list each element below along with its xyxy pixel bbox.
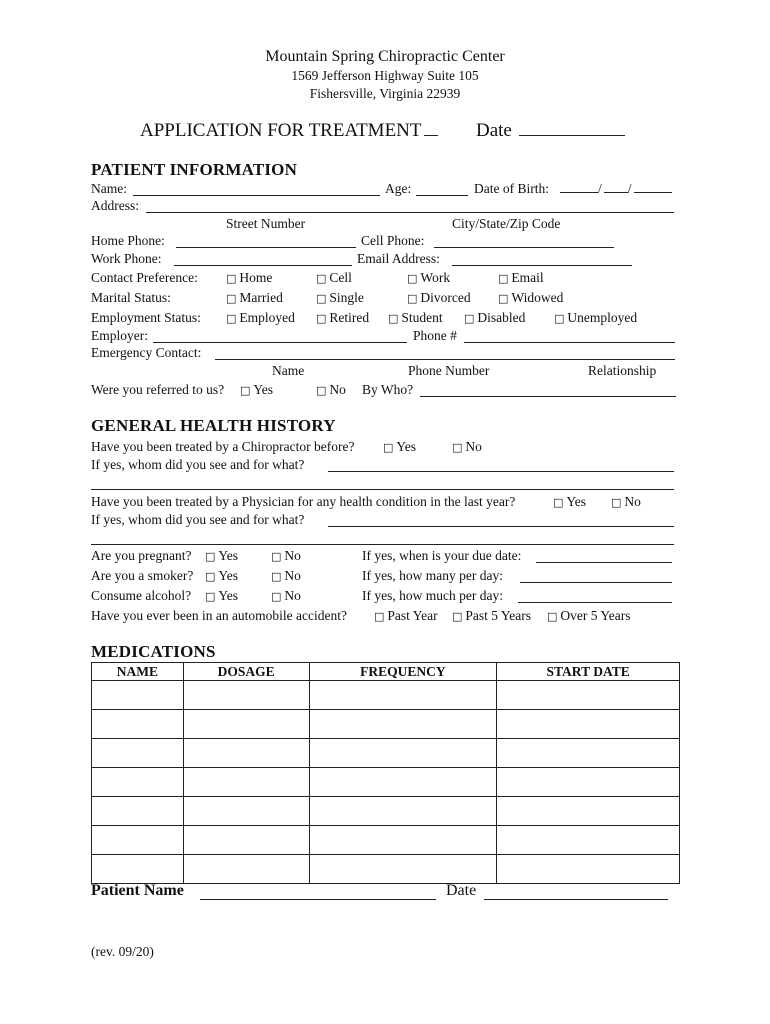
due-date-field[interactable] <box>536 562 672 563</box>
table-cell[interactable] <box>497 710 680 739</box>
table-cell[interactable] <box>92 826 184 855</box>
health-heading: GENERAL HEALTH HISTORY <box>91 416 336 435</box>
checkbox-icon[interactable]: □ <box>383 441 394 454</box>
ec-phone-caption: Phone Number <box>408 363 490 378</box>
smoker-no-option[interactable]: □ No <box>271 568 301 583</box>
checkbox-icon[interactable]: □ <box>226 292 237 305</box>
chiro-no-option[interactable]: □ No <box>452 439 482 454</box>
table-cell[interactable] <box>92 797 184 826</box>
column-header-name: NAME <box>92 663 184 681</box>
table-cell[interactable] <box>92 855 184 884</box>
marital-divorced-option[interactable]: □ Divorced <box>407 290 471 305</box>
checkbox-icon[interactable]: □ <box>464 312 475 325</box>
employer-field[interactable] <box>153 342 407 343</box>
checkbox-icon[interactable]: □ <box>553 496 564 509</box>
table-row <box>92 710 680 739</box>
checkbox-icon[interactable]: □ <box>226 272 237 285</box>
table-cell[interactable] <box>309 797 497 826</box>
accident-over-5-years-option[interactable]: □ Over 5 Years <box>547 608 631 623</box>
table-cell[interactable] <box>497 855 680 884</box>
clinic-name: Mountain Spring Chiropractic Center <box>265 48 505 65</box>
checkbox-icon[interactable]: □ <box>316 312 327 325</box>
checkbox-icon[interactable]: □ <box>271 570 282 583</box>
table-cell[interactable] <box>309 826 497 855</box>
pregnant-followup-label: If yes, when is your due date: <box>362 548 522 563</box>
table-cell[interactable] <box>309 710 497 739</box>
street-caption: Street Number <box>226 216 306 231</box>
table-cell[interactable] <box>497 739 680 768</box>
by-who-field[interactable] <box>420 396 676 397</box>
checkbox-icon[interactable]: □ <box>226 312 237 325</box>
accident-question: Have you ever been in an automobile accident? <box>91 608 348 623</box>
checkbox-icon[interactable]: □ <box>316 292 327 305</box>
column-header-frequency: FREQUENCY <box>309 663 497 681</box>
physician-if-yes-field[interactable] <box>328 526 674 527</box>
checkbox-icon[interactable]: □ <box>316 384 327 397</box>
referred-yes-option[interactable]: □ Yes <box>240 382 274 397</box>
table-cell[interactable] <box>183 768 309 797</box>
employer-phone-field[interactable] <box>464 342 675 343</box>
table-row <box>92 768 680 797</box>
age-field[interactable] <box>416 195 468 196</box>
checkbox-icon[interactable]: □ <box>271 550 282 563</box>
table-cell[interactable] <box>497 826 680 855</box>
checkbox-icon[interactable]: □ <box>554 312 565 325</box>
table-cell[interactable] <box>309 681 497 710</box>
physician-if-yes-field-2[interactable] <box>91 544 674 545</box>
employment-unemployed-option[interactable]: □ Unemployed <box>554 310 638 325</box>
title-date-label: Date <box>476 120 512 141</box>
contact-pref-label: Contact Preference: <box>91 270 198 285</box>
pregnant-yes-option[interactable]: □ Yes <box>205 548 239 563</box>
checkbox-icon[interactable]: □ <box>316 272 327 285</box>
cell-phone-field[interactable] <box>434 247 614 248</box>
checkbox-icon[interactable]: □ <box>407 272 418 285</box>
marital-widowed-option[interactable]: □ Widowed <box>498 290 564 305</box>
alcohol-yes-option[interactable]: □ Yes <box>205 588 239 603</box>
name-label: Name: <box>91 181 127 196</box>
column-header-dosage: DOSAGE <box>183 663 309 681</box>
pregnant-question: Are you pregnant? <box>91 548 192 563</box>
physician-no-option[interactable]: □ No <box>611 494 641 509</box>
patient-info-heading: PATIENT INFORMATION <box>91 160 298 179</box>
table-cell[interactable] <box>183 739 309 768</box>
checkbox-icon[interactable]: □ <box>498 292 509 305</box>
cell-phone-label: Cell Phone: <box>361 233 425 248</box>
checkbox-icon[interactable]: □ <box>547 610 558 623</box>
contact-email-option[interactable]: □ Email <box>498 270 544 285</box>
ec-relationship-caption: Relationship <box>588 363 657 378</box>
checkbox-icon[interactable]: □ <box>452 610 463 623</box>
work-phone-label: Work Phone: <box>91 251 162 266</box>
marital-label: Marital Status: <box>91 290 171 305</box>
medications-table <box>91 662 680 884</box>
employment-disabled-option[interactable]: □ Disabled <box>464 310 526 325</box>
referred-no-option[interactable]: □ No <box>316 382 346 397</box>
smoker-followup-label: If yes, how many per day: <box>362 568 503 583</box>
address-label: Address: <box>91 198 139 213</box>
alcohol-no-option[interactable]: □ No <box>271 588 301 603</box>
column-header-start-date: START DATE <box>497 663 680 681</box>
marital-married-option[interactable]: □ Married <box>226 290 283 305</box>
by-who-label: By Who? <box>362 382 414 397</box>
employer-phone-label: Phone # <box>413 328 457 343</box>
name-field[interactable] <box>133 195 380 196</box>
contact-work-option[interactable]: □ Work <box>407 270 451 285</box>
table-cell[interactable] <box>497 797 680 826</box>
checkbox-icon[interactable]: □ <box>374 610 385 623</box>
chiro-if-yes-field-2[interactable] <box>91 489 674 490</box>
patient-name-label: Patient Name <box>91 882 184 899</box>
chiro-question: Have you been treated by a Chiropractor before? <box>91 439 355 454</box>
smoker-per-day-field[interactable] <box>520 582 672 583</box>
table-cell[interactable] <box>309 739 497 768</box>
home-phone-label: Home Phone: <box>91 233 165 248</box>
checkbox-icon[interactable]: □ <box>498 272 509 285</box>
clinic-address-line2: Fishersville, Virginia 22939 <box>309 86 461 101</box>
chiro-if-yes-label: If yes, whom did you see and for what? <box>91 457 305 472</box>
table-row <box>92 855 680 884</box>
accident-past-year-option[interactable]: □ Past Year <box>374 608 438 623</box>
home-phone-field[interactable] <box>176 247 356 248</box>
employment-retired-option[interactable]: □ Retired <box>316 310 370 325</box>
accident-past-5-years-option[interactable]: □ Past 5 Years <box>452 608 532 623</box>
table-cell[interactable] <box>309 768 497 797</box>
checkbox-icon[interactable]: □ <box>240 384 251 397</box>
age-label: Age: <box>385 181 412 196</box>
physician-if-yes-label: If yes, whom did you see and for what? <box>91 512 305 527</box>
dob-field[interactable]: / / <box>558 181 672 197</box>
table-cell[interactable] <box>183 855 309 884</box>
clinic-address-line1: 1569 Jefferson Highway Suite 105 <box>291 68 479 83</box>
table-row <box>92 797 680 826</box>
revision-note: (rev. 09/20) <box>91 944 154 959</box>
contact-cell-option[interactable]: □ Cell <box>316 270 352 285</box>
table-cell[interactable] <box>183 710 309 739</box>
address-field[interactable] <box>146 212 674 213</box>
form-title-text: APPLICATION FOR TREATMENT <box>140 120 422 141</box>
title-date-field[interactable] <box>519 134 625 136</box>
email-field[interactable] <box>452 265 632 266</box>
emergency-label: Emergency Contact: <box>91 345 202 360</box>
pregnant-no-option[interactable]: □ No <box>271 548 301 563</box>
table-cell[interactable] <box>183 797 309 826</box>
smoker-yes-option[interactable]: □ Yes <box>205 568 239 583</box>
smoker-question: Are you a smoker? <box>91 568 194 583</box>
employment-label: Employment Status: <box>91 310 201 325</box>
ec-name-caption: Name <box>272 363 305 378</box>
table-row <box>92 739 680 768</box>
referred-label: Were you referred to us? <box>91 382 225 397</box>
work-phone-field[interactable] <box>174 265 352 266</box>
contact-home-option[interactable]: □ Home <box>226 270 273 285</box>
city-caption: City/State/Zip Code <box>452 216 561 231</box>
checkbox-icon[interactable]: □ <box>271 590 282 603</box>
checkbox-icon[interactable]: □ <box>205 550 216 563</box>
table-cell[interactable] <box>497 681 680 710</box>
medications-header-row <box>92 663 680 681</box>
physician-question: Have you been treated by a Physician for any health condition in the last year? <box>91 494 516 509</box>
checkbox-icon[interactable]: □ <box>407 292 418 305</box>
table-cell[interactable] <box>92 768 184 797</box>
table-cell[interactable] <box>92 681 184 710</box>
alcohol-followup-label: If yes, how much per day: <box>362 588 503 603</box>
medications-heading: MEDICATIONS <box>91 642 216 661</box>
email-label: Email Address: <box>357 251 440 266</box>
table-cell[interactable] <box>92 710 184 739</box>
chiro-yes-option[interactable]: □ Yes <box>383 439 417 454</box>
table-row <box>92 826 680 855</box>
footer-date-field[interactable] <box>484 899 668 900</box>
alcohol-question: Consume alcohol? <box>91 588 192 603</box>
table-row <box>92 681 680 710</box>
title-date <box>476 120 625 142</box>
emergency-field[interactable] <box>215 359 675 360</box>
table-cell[interactable] <box>309 855 497 884</box>
checkbox-icon[interactable]: □ <box>205 590 216 603</box>
alcohol-per-day-field[interactable] <box>518 602 672 603</box>
checkbox-icon[interactable]: □ <box>452 441 463 454</box>
employment-employed-option[interactable]: □ Employed <box>226 310 295 325</box>
chiro-if-yes-field[interactable] <box>328 471 674 472</box>
checkbox-icon[interactable]: □ <box>205 570 216 583</box>
dob-label: Date of Birth: <box>474 181 549 196</box>
checkbox-icon[interactable]: □ <box>388 312 399 325</box>
table-cell[interactable] <box>497 768 680 797</box>
table-cell[interactable] <box>183 681 309 710</box>
checkbox-icon[interactable]: □ <box>611 496 622 509</box>
marital-single-option[interactable]: □ Single <box>316 290 364 305</box>
physician-yes-option[interactable]: □ Yes <box>553 494 587 509</box>
footer-date-label: Date <box>446 882 477 899</box>
employer-label: Employer: <box>91 328 148 343</box>
patient-name-field[interactable] <box>200 899 436 900</box>
table-cell[interactable] <box>92 739 184 768</box>
table-cell[interactable] <box>183 826 309 855</box>
form-title <box>140 120 438 142</box>
employment-student-option[interactable]: □ Student <box>388 310 443 325</box>
